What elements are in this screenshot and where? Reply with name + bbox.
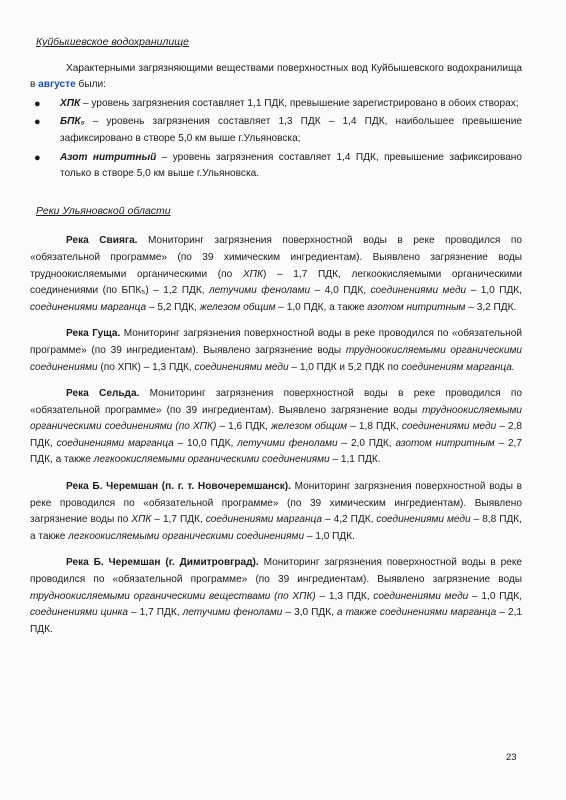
pollutant-term: соединениями меди (194, 361, 289, 373)
pollutant-term: соединениям марганца. (401, 361, 515, 373)
paragraph-text: – 3,2 ПДК. (465, 301, 517, 313)
paragraph-text: – 1,3 ПДК, (315, 590, 374, 602)
pollutant-term: железом общим (271, 421, 348, 433)
pollutant-term: трудноокисляемыми органическими соединениями (30, 344, 522, 373)
river-paragraph (30, 233, 522, 316)
list-item: ● ХПК – уровень загрязнения составляет 1,1 ПДК, превышение зарегистрировано в обоих створах; (30, 96, 522, 113)
pollutant-term: соединениями меди (401, 421, 497, 433)
pollutant-term: соединениями меди (376, 514, 471, 526)
pollutant-term: а также соединениями марганца (336, 607, 497, 619)
paragraph-text: – 1,1 ПДК. (329, 454, 381, 466)
paragraph-text: – 1,0 ПДК и 5,2 ПДК по (288, 361, 402, 373)
pollutant-term: соединениями марганца (205, 514, 323, 526)
paragraph-text: – 2,8 ПДК, (30, 421, 522, 449)
pollutant-term: легкоокисляемыми органическими соединениями (68, 530, 305, 542)
river-reports (30, 233, 522, 638)
pollutant-list (30, 96, 522, 183)
paragraph-text: – 1,6 ПДК, (216, 421, 272, 433)
paragraph-text: Мониторинг загрязнения поверхностной воды в реке проводился по «обязательной программе» (по 39 ингредиентам). Выявлено загрязнение воды (30, 557, 522, 586)
paragraph-text: Мониторинг загрязнения поверхностной воды в реке проводился по «обязательной программе» (по 39 химическим ингредиентам). Выявлено загрязнение воды трудноокисляемыми органическими (по (30, 235, 522, 280)
paragraph-text: – 10,0 ПДК, (173, 437, 238, 449)
pollutant-term: соединениями меди (373, 590, 469, 602)
pollutant-term: ХПК (242, 268, 263, 280)
pollutant-term: легкоокисляемыми органическими соединениями (93, 454, 330, 466)
pollutant-term: трудноокисляемыми органическими соединениями (по ХПК) (30, 404, 522, 433)
river-paragraph (30, 386, 522, 469)
page-number: 23 (506, 752, 517, 763)
list-item: ● БПК₅ – уровень загрязнения составляет 1,3 ПДК – 1,4 ПДК, наибольшее превышение зафиксировано в створе 5,0 км выше г.Ульяновска; (34, 116, 522, 144)
paragraph-text: – 1,0 ПДК, (466, 285, 522, 297)
pollutant-term: соединениями марганца (56, 437, 174, 449)
pollutant-term: соединениями меди (370, 285, 467, 297)
page-content (30, 34, 522, 648)
bullet-icon: ● (34, 97, 41, 110)
paragraph-text: Мониторинг загрязнения поверхностной воды в реке проводился по «обязательной программе» (по 39 ингредиентам). Выявлено загрязнение воды (30, 388, 522, 416)
river-paragraph (30, 555, 522, 638)
paragraph-text: – 2,0 ПДК, (337, 437, 396, 449)
pollutant-term: летучими фенолами (237, 437, 338, 449)
river-name: Река Б. Черемшан (г. Димитровград). (66, 557, 259, 569)
paragraph-text: – 4,0 ПДК, (310, 285, 371, 297)
pollutant-term: азотом нитритным (395, 437, 495, 449)
paragraph-text: – 5,2 ПДК, (146, 301, 200, 313)
river-paragraph (30, 326, 522, 376)
paragraph-text: – 4,2 ПДК, (322, 514, 377, 526)
intro-paragraph: Характерными загрязняющими веществами поверхностных вод Куйбышевского водохранилища в августе были: (30, 62, 522, 91)
pollutant-term: соединениями цинка (30, 607, 128, 619)
paragraph-text: – 1,0 ПДК. (304, 530, 355, 542)
river-name: Река Гуща. (66, 328, 121, 340)
month-highlight: августе (38, 79, 76, 91)
section-title-ulyanovsk-rivers: Реки Ульяновской области (36, 204, 171, 217)
paragraph-text: Мониторинг загрязнения поверхностной воды в реке проводился по «обязательной программе» (по 39 ингредиентам). Выявлено загрязнение воды (30, 328, 522, 356)
pollutant-term: азотом нитритным (367, 301, 466, 313)
bullet-icon: ● (34, 116, 41, 129)
pollutant-term: летучими фенолами (208, 285, 311, 297)
river-name: Река Сельда. (66, 388, 140, 400)
paragraph-text: – 1,7 ПДК, (127, 607, 183, 619)
paragraph-text: – 2,1 ПДК. (30, 607, 522, 635)
paragraph-text: (по ХПК) – 1,3 ПДК, (97, 361, 195, 373)
pollutant-term: соединениями марганца (30, 301, 147, 313)
paragraph-text: – 1,8 ПДК, (347, 421, 402, 433)
paragraph-text: – 1,0 ПДК, (468, 590, 522, 602)
paragraph-text: – 8,8 ПДК, а также (30, 514, 522, 542)
pollutant-term: железом общим (199, 301, 276, 313)
paragraph-text: – 1,0 ПДК, а также (275, 301, 368, 313)
section-title-kuibyshev-reservoir: Куйбышевское водохранилище (36, 36, 189, 48)
river-name: Река Свияга. (66, 235, 138, 247)
paragraph-text: – 3,0 ПДК, (282, 607, 337, 619)
list-item: ● Азот нитритный – уровень загрязнения составляет 1,4 ПДК, превышение зафиксировано только в створе 5,0 км выше г.Ульяновска. (34, 151, 522, 180)
paragraph-text: Мониторинг загрязнения поверхностной воды в реке проводился по «обязательной программе» (по 39 химическим ингредиентам). Выявлено загрязнение воды по (30, 481, 522, 526)
pollutant-term: трудноокисляемыми органическими веществами (по ХПК) (30, 590, 316, 602)
river-paragraph (30, 479, 522, 545)
bullet-icon: ● (34, 151, 41, 164)
pollutant-term: летучими фенолами (182, 607, 283, 619)
paragraph-text: – 1,7 ПДК, (151, 514, 206, 526)
pollutant-term: ХПК (131, 514, 152, 526)
river-name: Река Б. Черемшан (п. г. т. Новочеремшанск). (66, 481, 291, 493)
paragraph-text: – 2,7 ПДК, а также (30, 437, 522, 466)
paragraph-text: ) – 1,7 ПДК, легкоокисляемыми органическими соединениями (по БПК₅) – 1,2 ПДК, (30, 268, 522, 297)
